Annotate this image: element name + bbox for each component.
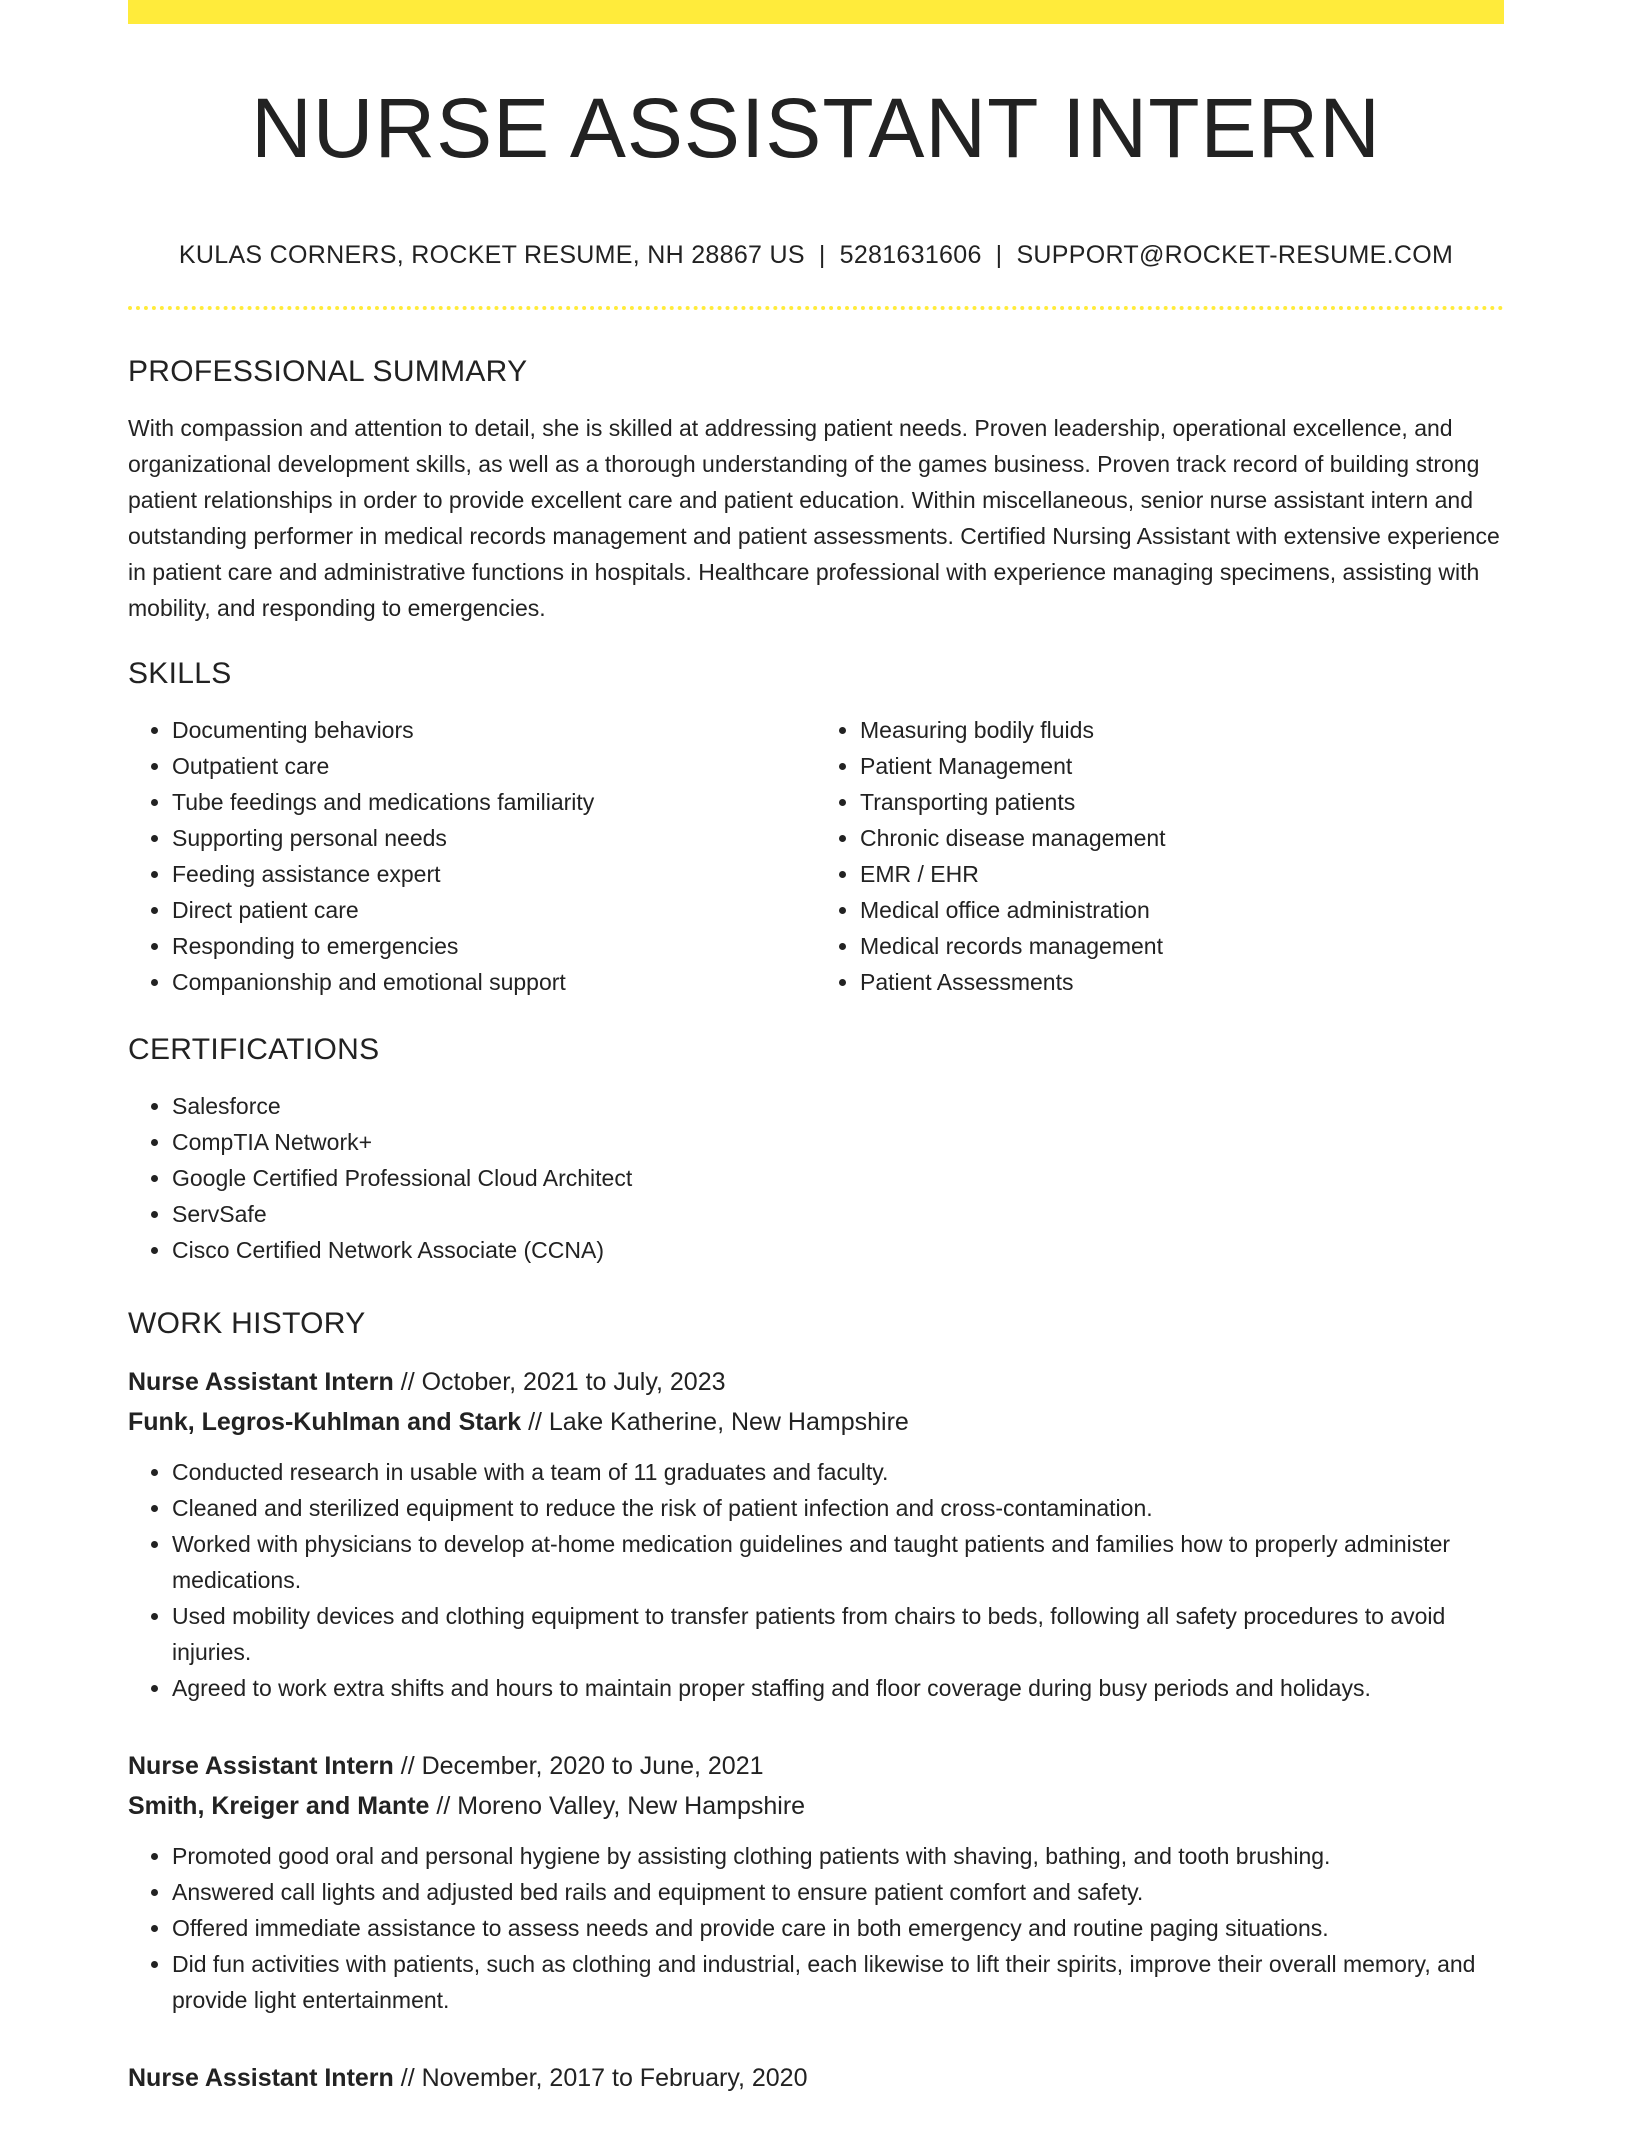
certification-item: • ServSafe <box>172 1196 1504 1232</box>
job-duty: • Worked with physicians to develop at-home medication guidelines and taught patients and families how to properly administer medications. <box>172 1526 1504 1598</box>
skill-item: • Measuring bodily fluids <box>860 712 1504 748</box>
header-accent-bar <box>128 0 1504 24</box>
job-duties-list <box>128 1838 1504 2018</box>
skills-section <box>128 654 1504 1000</box>
skill-item: • Patient Management <box>860 748 1504 784</box>
job-entry <box>128 2058 1504 2098</box>
job-location: // Moreno Valley, New Hampshire <box>436 1792 806 1820</box>
contact-separator: | <box>995 241 1003 269</box>
job-dates: // December, 2020 to June, 2021 <box>400 1752 764 1780</box>
skill-item: • EMR / EHR <box>860 856 1504 892</box>
job-entry <box>128 1362 1504 1706</box>
skill-item: • Companionship and emotional support <box>172 964 816 1000</box>
certification-item: • Cisco Certified Network Associate (CCNA) <box>172 1232 1504 1268</box>
skill-item: • Responding to emergencies <box>172 928 816 964</box>
skills-list-right <box>816 712 1504 1000</box>
job-entry <box>128 1746 1504 2018</box>
job-duty: • Answered call lights and adjusted bed rails and equipment to ensure patient comfort and safety. <box>172 1874 1504 1910</box>
skill-item: • Medical office administration <box>860 892 1504 928</box>
skills-list-left <box>128 712 816 1000</box>
summary-heading: PROFESSIONAL SUMMARY <box>128 355 528 388</box>
resume-name: NURSE ASSISTANT INTERN <box>251 81 1381 175</box>
job-title-line <box>128 2058 1504 2098</box>
contact-separator: | <box>818 241 826 269</box>
dotted-divider <box>128 306 1504 310</box>
job-duty: • Promoted good oral and personal hygiene by assisting clothing patients with shaving, bathing, and tooth brushing. <box>172 1838 1504 1874</box>
skill-item: • Transporting patients <box>860 784 1504 820</box>
skill-item: • Outpatient care <box>172 748 816 784</box>
certification-item: • Salesforce <box>172 1088 1504 1124</box>
job-title-line <box>128 1362 1504 1402</box>
skill-item: • Medical records management <box>860 928 1504 964</box>
summary-text: With compassion and attention to detail, she is skilled at addressing patient needs. Proven leadership, operational excellence, and organizational development skills, as well as a thorough understanding of the games business. Proven track record of building strong patient relationships in order to provide excellent care and patient education. Within miscellaneous, senior nurse assistant intern and outstanding performer in medical records management and patient assessments. Certified Nursing Assistant with extensive experience in patient care and administrative functions in hospitals. Healthcare professional with experience managing specimens, assisting with mobility, and responding to emergencies. <box>128 415 1500 621</box>
skill-item: • Supporting personal needs <box>172 820 816 856</box>
job-company-line <box>128 1786 1504 1826</box>
job-title-line <box>128 1746 1504 1786</box>
job-location: // Lake Katherine, New Hampshire <box>528 1408 909 1436</box>
job-title: Nurse Assistant Intern <box>128 2064 394 2092</box>
job-dates: // November, 2017 to February, 2020 <box>400 2064 808 2092</box>
skills-columns <box>128 712 1504 1000</box>
skill-item: • Direct patient care <box>172 892 816 928</box>
job-duty: • Did fun activities with patients, such as clothing and industrial, each likewise to lift their spirits, improve their overall memory, and provide light entertainment. <box>172 1946 1504 2018</box>
job-title: Nurse Assistant Intern <box>128 1368 394 1396</box>
job-company: Funk, Legros-Kuhlman and Stark <box>128 1408 522 1436</box>
certifications-heading: CERTIFICATIONS <box>128 1033 380 1066</box>
work-history-heading: WORK HISTORY <box>128 1307 366 1340</box>
job-duty: • Cleaned and sterilized equipment to reduce the risk of patient infection and cross-contamination. <box>172 1490 1504 1526</box>
job-duty: • Offered immediate assistance to assess needs and provide care in both emergency and routine paging situations. <box>172 1910 1504 1946</box>
skill-item: • Patient Assessments <box>860 964 1504 1000</box>
job-duty: • Agreed to work extra shifts and hours to maintain proper staffing and floor coverage during busy periods and holidays. <box>172 1670 1504 1706</box>
job-company-line <box>128 1402 1504 1442</box>
contact-phone: 5281631606 <box>839 241 982 269</box>
contact-email: SUPPORT@ROCKET-RESUME.COM <box>1016 241 1454 269</box>
skill-item: • Chronic disease management <box>860 820 1504 856</box>
job-company: Smith, Kreiger and Mante <box>128 1792 430 1820</box>
skill-item: • Tube feedings and medications familiarity <box>172 784 816 820</box>
job-title: Nurse Assistant Intern <box>128 1752 394 1780</box>
job-dates: // October, 2021 to July, 2023 <box>400 1368 726 1396</box>
certification-item: • Google Certified Professional Cloud Architect <box>172 1160 1504 1196</box>
contact-address: KULAS CORNERS, ROCKET RESUME, NH 28867 US <box>178 241 805 269</box>
resume-content <box>128 352 1504 2138</box>
skill-item: • Documenting behaviors <box>172 712 816 748</box>
job-duty: • Conducted research in usable with a team of 11 graduates and faculty. <box>172 1454 1504 1490</box>
certifications-list <box>128 1088 1504 1268</box>
skills-heading: SKILLS <box>128 657 232 690</box>
certifications-section <box>128 1030 1504 1268</box>
work-history-section <box>128 1304 1504 2098</box>
contact-line <box>128 238 1504 272</box>
job-duties-list <box>128 1454 1504 1706</box>
certification-item: • CompTIA Network+ <box>172 1124 1504 1160</box>
job-duty: • Used mobility devices and clothing equipment to transfer patients from chairs to beds, following all safety procedures to avoid injuries. <box>172 1598 1504 1670</box>
skill-item: • Feeding assistance expert <box>172 856 816 892</box>
summary-section <box>128 352 1504 626</box>
